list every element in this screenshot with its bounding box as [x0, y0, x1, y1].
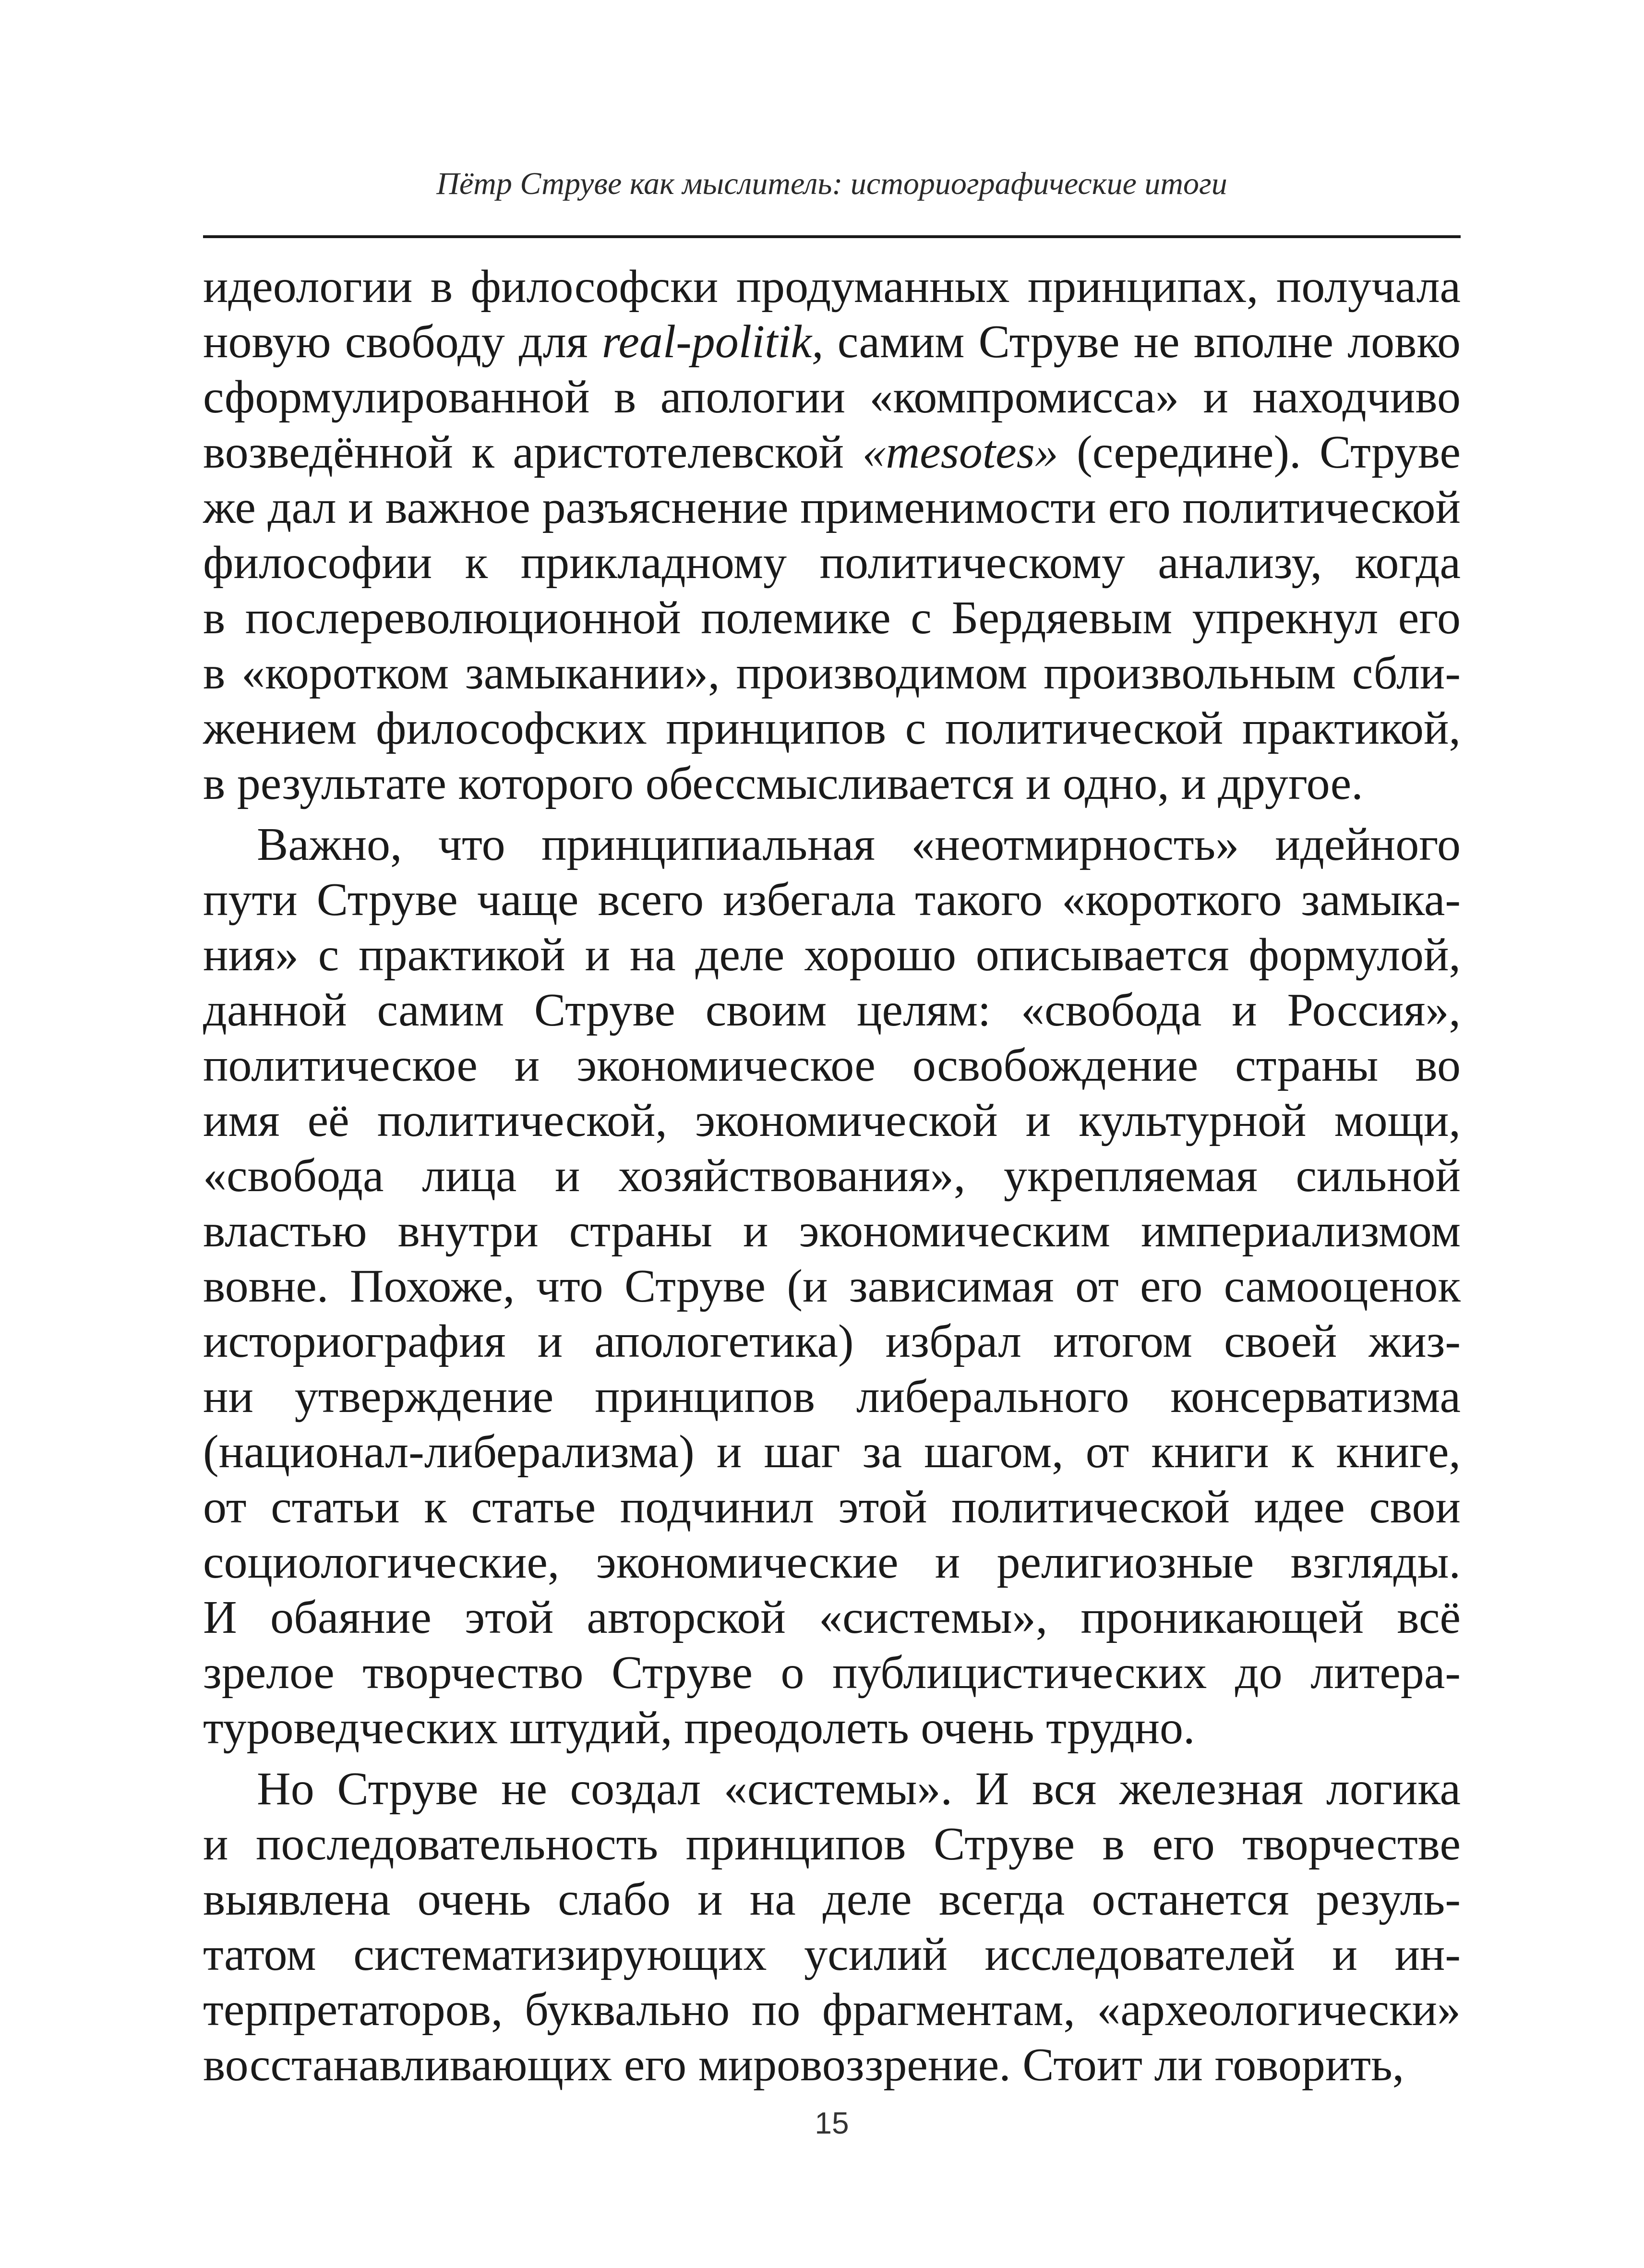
text-line: татом систематизирующих усилий исследователей и ин-	[203, 1929, 1461, 1980]
text-line: жением философских принципов с политической практикой,	[203, 702, 1461, 754]
text-line: историография и апологетика) избрал итогом своей жиз-	[203, 1315, 1461, 1367]
text-line: в «коротком замыкании», производимом произвольным сбли-	[203, 647, 1461, 699]
text-line: Но Струве не создал «системы». И вся железная логика	[257, 1763, 1461, 1815]
paragraph-gap	[203, 1756, 1461, 1761]
text-line: идеологии в философски продуманных принципах, получала	[203, 261, 1461, 313]
paragraph	[203, 259, 1461, 811]
paragraph	[203, 1761, 1461, 2093]
text-line: возведённой к аристотелевской «mesotes» (середине). Струве	[203, 426, 1461, 478]
text-line: философии к прикладному политическому анализу, когда	[203, 537, 1461, 589]
text-line: ния» с практикой и на деле хорошо описывается формулой,	[203, 929, 1461, 981]
italic-term: «mesotes»	[862, 426, 1058, 478]
text-line: терпретаторов, буквально по фрагментам, «археологически»	[203, 1984, 1461, 2036]
text-line: восстанавливающих его мировоззрение. Стоит ли говорить,	[203, 2039, 1404, 2091]
text-line: новую свободу для real-politik, самим Струве не вполне ловко	[203, 316, 1461, 368]
paragraph	[203, 817, 1461, 1756]
text-line: выявлена очень слабо и на деле всегда останется резуль-	[203, 1873, 1461, 1925]
text-line: политическое и экономическое освобождение страны во	[203, 1039, 1461, 1091]
text-line: И обаяние этой авторской «системы», проникающей всё	[203, 1592, 1461, 1643]
text-line: и последовательность принципов Струве в его творчестве	[203, 1818, 1461, 1870]
text-line: туроведческих штудий, преодолеть очень трудно.	[203, 1702, 1195, 1754]
text-line: сформулированной в апологии «компромисса» и находчиво	[203, 371, 1461, 423]
text-line: пути Струве чаще всего избегала такого «короткого замыка-	[203, 874, 1461, 926]
header-rule	[203, 235, 1461, 238]
page-number: 15	[815, 2106, 849, 2140]
text-line: властью внутри страны и экономическим империализмом	[203, 1205, 1461, 1257]
running-head: Пётр Струве как мыслитель: историографические итоги	[436, 166, 1227, 201]
text-line: ни утверждение принципов либерального консерватизма	[203, 1371, 1461, 1423]
text-line: Важно, что принципиальная «неотмирность» идейного	[257, 819, 1461, 870]
text-line: в послереволюционной полемике с Бердяевым упрекнул его	[203, 592, 1461, 644]
text-line: от статьи к статье подчинил этой политической идее свои	[203, 1481, 1461, 1533]
text-line: (национал-либерализма) и шаг за шагом, от книги к книге,	[203, 1426, 1461, 1478]
text-line: имя её политической, экономической и культурной мощи,	[203, 1095, 1461, 1146]
body-text	[203, 259, 1461, 2093]
text-line: зрелое творчество Струве о публицистических до литера-	[203, 1647, 1461, 1699]
text-line: данной самим Струве своим целям: «свобода и Россия»,	[203, 984, 1461, 1036]
text-line: «свобода лица и хозяйствования», укрепляемая сильной	[203, 1150, 1461, 1202]
text-line: вовне. Похоже, что Струве (и зависимая от его самооценок	[203, 1260, 1461, 1312]
italic-term: real-politik,	[601, 316, 824, 368]
text-line: социологические, экономические и религиозные взгляды.	[203, 1536, 1461, 1588]
text-line: в результате которого обессмысливается и одно, и другое.	[203, 758, 1363, 809]
paragraph-gap	[203, 811, 1461, 817]
text-line: же дал и важное разъяснение применимости его политической	[203, 482, 1461, 533]
